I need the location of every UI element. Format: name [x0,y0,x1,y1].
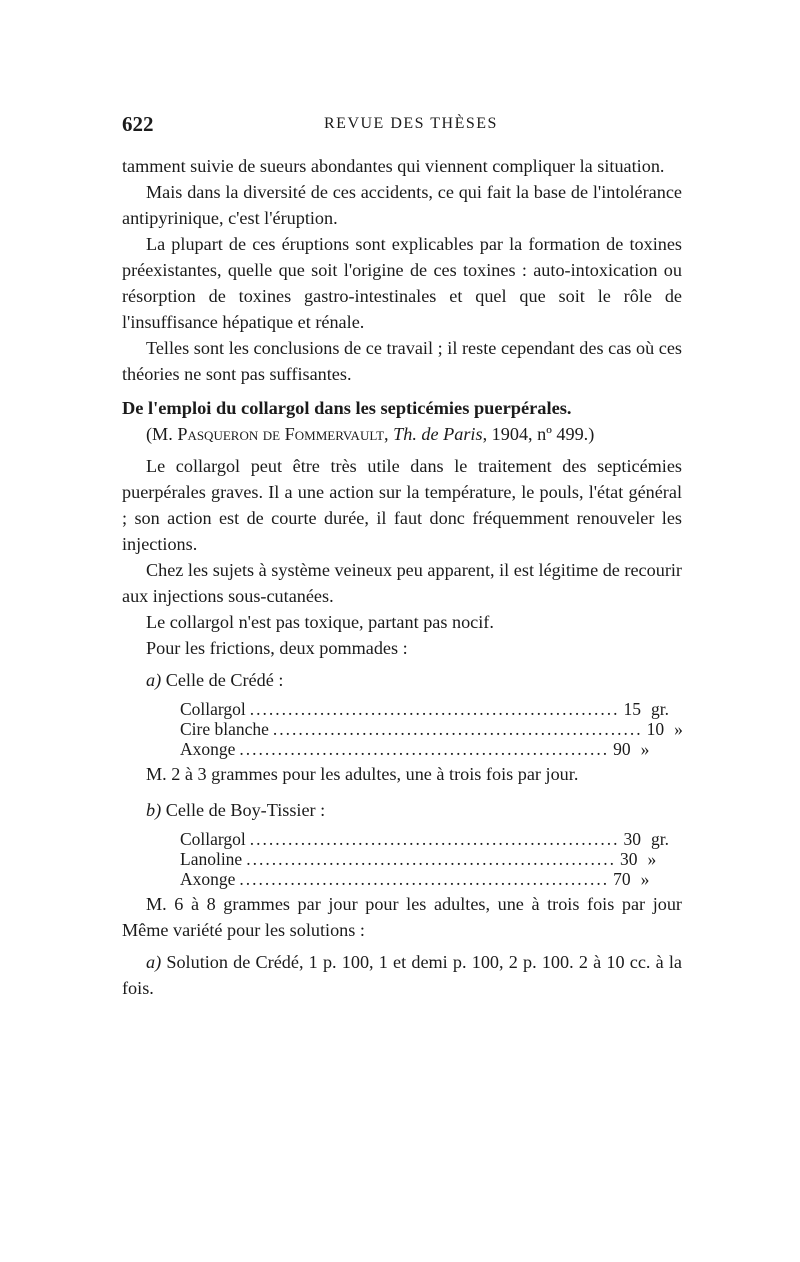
ingredient-name: Axonge [180,869,236,889]
page-body [122,153,682,1001]
formula-row [180,869,650,889]
solution-paragraph [122,949,682,1001]
ingredient-unit: gr. [651,829,670,849]
ingredient-unit: » [640,739,650,759]
paragraph: Le collargol n'est pas toxique, partant pas nocif. [146,612,494,632]
formula-row [180,699,670,719]
leader-dots: .......................................................... [246,849,616,869]
leader-dots: .......................................................... [249,699,620,719]
ingredient-qty: 30 [619,849,638,869]
leader-dots: .......................................................... [239,869,610,889]
reference-open: (M. [146,424,178,444]
ingredient-qty: 90 [613,739,631,759]
ingredient-qty: 15 [623,699,642,719]
paragraph: Pour les frictions, deux pommades : [146,638,408,658]
formula-a-name: Celle de Crédé : [161,670,284,690]
reference-author: Pasqueron de Fommervault [177,424,385,444]
paragraph: La plupart de ces éruptions sont explicables par la formation de toxines préexistantes, quelle que soit l'origine de ces toxines : auto-intoxication ou résorption de toxines gastro-intestinales et quel que soit le rôle de l'insuffisance hépatique et rénale. [122,234,682,332]
formula-b-posology: M. 6 à 8 grammes par jour pour les adultes, une à trois fois par jour Même variété pour les solutions : [122,894,682,940]
formula-b-table [180,829,670,889]
section-title: De l'emploi du collargol dans les septicémies puerpérales. [122,398,572,418]
reference-tail: , 1904, nº 499.) [482,424,595,444]
paragraph: Le collargol peut être très utile dans le traitement des septicémies puerpérales graves. Il a une action sur la température, le pouls, l'état général ; son action est de courte durée, il faut donc fréquemment renouveler les injections. [122,456,682,554]
ingredient-name: Collargol [180,829,246,849]
formula-a-table [180,699,683,759]
ingredient-qty: 10 [646,719,665,739]
leader-dots: .......................................................... [272,719,643,739]
thesis-reference [122,421,682,447]
formula-row [180,719,683,739]
paragraph: Telles sont les conclusions de ce travail ; il reste cependant des cas où ces théories ne sont pas suffisantes. [122,338,682,384]
paragraph: Mais dans la diversité de ces accidents, ce qui fait la base de l'intolérance antipyrinique, c'est l'éruption. [122,182,682,228]
ingredient-unit: gr. [651,699,670,719]
ingredient-unit: » [640,869,650,889]
ingredient-qty: 30 [623,829,642,849]
formula-a-posology: M. 2 à 3 grammes pour les adultes, une à trois fois par jour. [146,764,579,784]
ingredient-name: Lanoline [180,849,243,869]
formula-a-label [122,667,682,693]
formula-b-name: Celle de Boy-Tissier : [161,800,326,820]
formula-row [180,849,657,869]
ingredient-name: Collargol [180,699,246,719]
reference-thesis: Th. de Paris [393,424,483,444]
solution-text: Solution de Crédé, 1 p. 100, 1 et demi p. 100, 2 p. 100. 2 à 10 cc. à la fois. [122,952,682,998]
formula-row [180,829,670,849]
formula-b-label [122,797,682,823]
page-header [122,112,682,142]
formula-a-marker: a) [146,670,162,690]
formula-b-marker: b) [146,800,162,820]
ingredient-unit: » [674,719,683,739]
reference-comma: , [384,424,394,444]
paragraph: Chez les sujets à système veineux peu apparent, il est légitime de recourir aux injections sous-cutanées. [122,560,682,606]
ingredient-name: Axonge [180,739,236,759]
formula-row [180,739,650,759]
paragraph: tamment suivie de sueurs abondantes qui viennent compliquer la situation. [122,156,665,176]
leader-dots: .......................................................... [249,829,620,849]
page-number: 622 [122,112,154,136]
ingredient-qty: 70 [613,869,631,889]
ingredient-unit: » [647,849,657,869]
leader-dots: .......................................................... [239,739,610,759]
ingredient-name: Cire blanche [180,719,269,739]
running-title: REVUE DES THÈSES [324,115,498,132]
solution-marker: a) [146,952,162,972]
